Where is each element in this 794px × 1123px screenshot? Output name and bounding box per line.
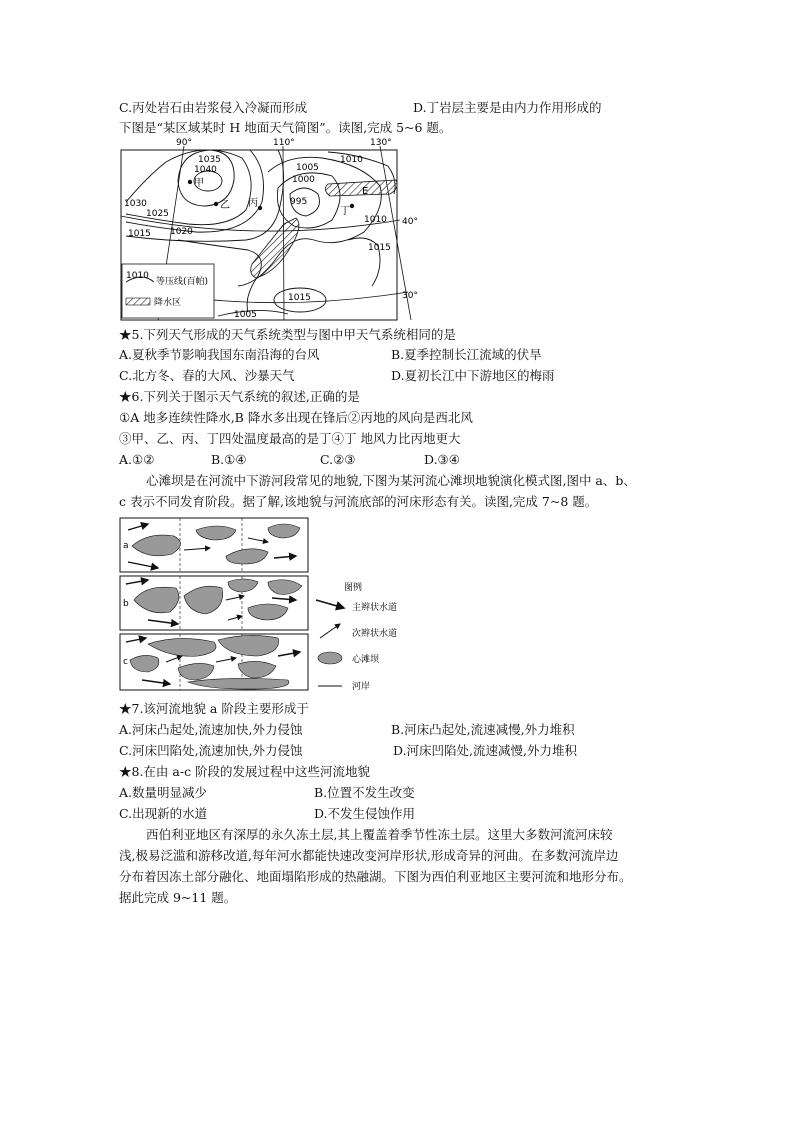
isobar-label: 1010 — [340, 155, 363, 165]
q8-option-d: D.不发生侵蚀作用 — [314, 806, 416, 821]
isobar-label: 995 — [290, 197, 308, 207]
q5-option-d: D.夏初长江中下游地区的梅雨 — [391, 368, 555, 383]
stage-b-label: b — [123, 599, 129, 609]
stage-c-panel — [120, 634, 308, 690]
stage-a-label: a — [123, 541, 129, 551]
q6-option-d: D.③④ — [424, 452, 460, 467]
lon-label-130: 130° — [370, 138, 392, 148]
q8-stem: ★8.在由 a-c 阶段的发展过程中这些河流地貌 — [119, 764, 371, 779]
river-evolution-figure — [118, 516, 418, 692]
q6-stem: ★6.下列关于图示天气系统的叙述,正确的是 — [119, 389, 360, 404]
stage-b-panel — [120, 576, 308, 630]
isobar-label: 1020 — [170, 227, 193, 237]
lon-label-110: 110° — [273, 138, 295, 148]
isobar-label: 1005 — [234, 310, 257, 320]
isobar-label: 1010 — [364, 215, 387, 225]
q7-option-c: C.河床凹陷处,流速加快,外力侵蚀 — [119, 743, 303, 758]
legend-secondary-channel-symbol — [320, 624, 340, 638]
isobar-label: 1030 — [124, 199, 147, 209]
lon-label-90: 90° — [176, 138, 192, 148]
river-legend — [316, 581, 397, 692]
legend-rain-text: 降水区 — [154, 298, 182, 308]
intro-9-11-line1: 西伯利亚地区有深厚的永久冻土层,其上覆盖着季节性冻土层。这里大多数河流河床较 — [146, 827, 613, 842]
q5-option-b: B.夏季控制长江流域的伏旱 — [391, 347, 542, 362]
legend-bank-text: 河岸 — [352, 682, 371, 692]
lat-label-40: 40° — [402, 217, 418, 227]
point-yi-label: 乙 — [220, 200, 230, 211]
q6-option-c: C.②③ — [320, 452, 356, 467]
q7-stem: ★7.该河流地貌 a 阶段主要形成于 — [119, 701, 309, 716]
isobar-label: 1015 — [368, 243, 391, 253]
q6-statement-1: ①A 地多连续性降水,B 降水多出现在锋后②丙地的风向是西北风 — [119, 410, 473, 425]
intro-7-8-line1: 心滩坝是在河流中下游河段常见的地貌,下图为某河流心滩坝地貌演化模式图,图中 a、b、 — [146, 473, 636, 488]
legend-main-channel-symbol — [316, 600, 344, 608]
legend-title: 图例 — [344, 583, 363, 593]
weather-map-figure — [118, 136, 418, 322]
stage-a-panel — [120, 518, 308, 572]
point-ding-label: 丁 — [340, 206, 350, 217]
point-bing-marker — [258, 206, 262, 210]
q7-option-d: D.河床凹陷处,流速减慢,外力堆积 — [393, 743, 577, 758]
legend-main-channel-text: 主辫状水道 — [352, 603, 398, 613]
legend-isobar-text: 等压线(百帕) — [156, 277, 209, 287]
point-yi-marker — [214, 202, 218, 206]
q7-option-b: B.河床凸起处,流速减慢,外力堆积 — [391, 722, 575, 737]
q4-option-d: D.丁岩层主要是由内力作用形成的 — [413, 100, 602, 115]
legend-secondary-channel-text: 次辫状水道 — [352, 629, 398, 639]
q6-option-b: B.①④ — [211, 452, 247, 467]
isobar-label: 1000 — [292, 175, 315, 185]
isobar-label: 1040 — [194, 165, 217, 175]
point-jia-label: 甲 — [194, 178, 204, 189]
q5-stem: ★5.下列天气形成的天气系统类型与图中甲天气系统相同的是 — [119, 327, 456, 342]
legend-bar-symbol — [318, 652, 342, 664]
q5-option-a: A.夏秋季节影响我国东南沿海的台风 — [119, 347, 320, 362]
intro-9-11-line4: 据此完成 9~11 题。 — [119, 890, 237, 905]
q8-option-b: B.位置不发生改变 — [314, 785, 415, 800]
q6-statement-2: ③甲、乙、丙、丁四处温度最高的是丁④丁 地风力比丙地更大 — [119, 431, 461, 446]
q6-option-a: A.①② — [119, 452, 155, 467]
point-bing-label: 丙 — [248, 198, 258, 209]
point-jia-marker — [188, 180, 192, 184]
q4-option-c: C.丙处岩石由岩浆侵入冷凝而形成 — [119, 100, 308, 115]
intro-9-11-line3: 分布着因冻土部分融化、地面塌陷形成的热融湖。下图为西伯利亚地区主要河流和地形分布。 — [119, 869, 632, 884]
legend-isobar-value: 1010 — [126, 271, 149, 281]
intro-9-11-line2: 浅,极易泛滥和游移改道,每年河水都能快速改变河岸形状,形成奇异的河曲。在多数河流岸边 — [119, 848, 619, 863]
isobar-label: 1035 — [198, 155, 221, 165]
isobar-label: 1025 — [146, 209, 169, 219]
isobar-label: 1015 — [288, 293, 311, 303]
point-ding-marker — [350, 204, 354, 208]
q8-option-c: C.出现新的水道 — [119, 806, 208, 821]
q5-option-c: C.北方冬、春的大风、沙暴天气 — [119, 368, 295, 383]
stage-c-label: c — [123, 657, 128, 667]
q7-option-a: A.河床凸起处,流速加快,外力侵蚀 — [119, 722, 303, 737]
q8-option-a: A.数量明显减少 — [119, 785, 208, 800]
isobar-label: 1015 — [128, 229, 151, 239]
legend-rain-symbol — [126, 298, 150, 305]
intro-5-6: 下图是“某区域某时 H 地面天气简图”。读图,完成 5~6 题。 — [119, 120, 452, 135]
legend-bar-text: 心滩坝 — [352, 655, 380, 665]
isobar-label: 1005 — [296, 163, 319, 173]
point-e-label: E — [362, 186, 369, 197]
lat-label-30: 30° — [402, 291, 418, 301]
intro-7-8-line2: c 表示不同发育阶段。据了解,该地貌与河流底部的河床形态有关。读图,完成 7~8 题。 — [119, 494, 598, 509]
